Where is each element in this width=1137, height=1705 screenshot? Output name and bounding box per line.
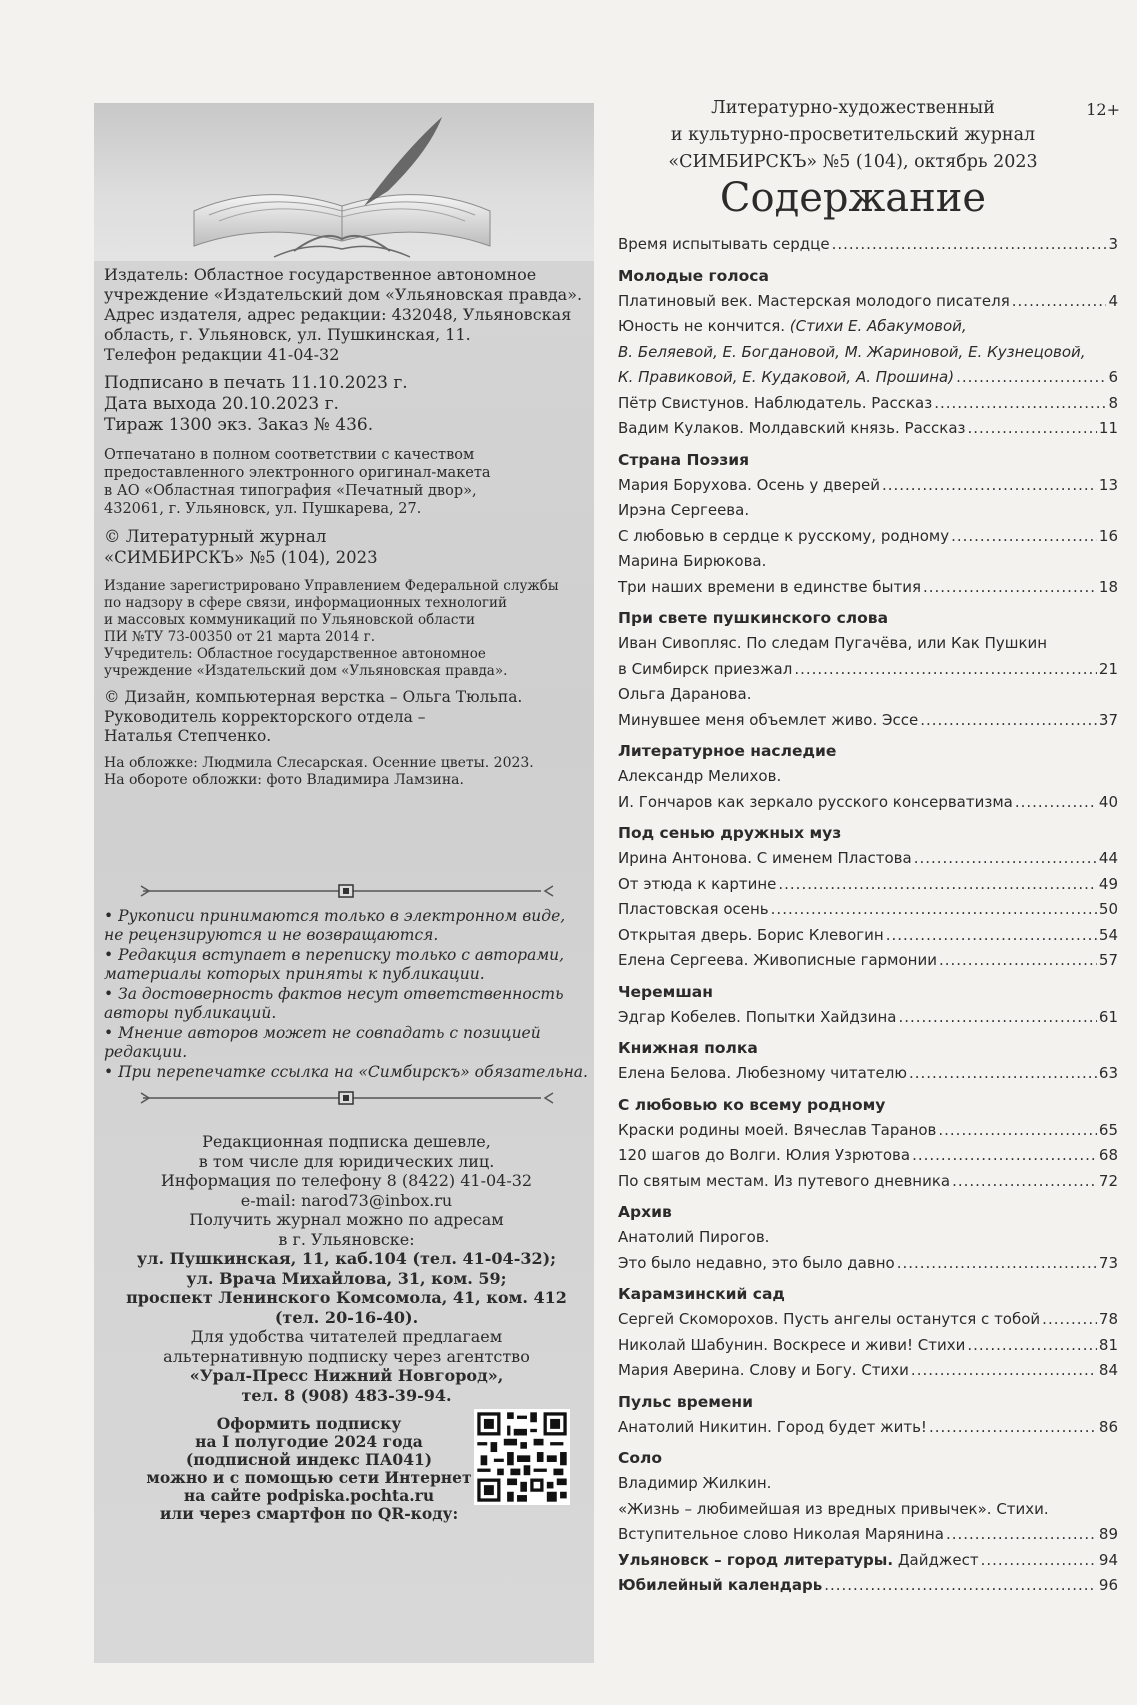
toc-entry: Вступительное слово Николая Марянина ..... 89	[618, 1522, 1118, 1548]
toc-page-number: 54	[1098, 925, 1118, 944]
toc-page-number: 61	[1098, 1007, 1118, 1026]
editorial-rules: • Рукописи принимаются только в электронном виде, не рецензируются и не возвращаются. • Редакция вступает в переписку только с авторами, материалы которых приняты к публикации. • За достоверность фактов несут ответственность авторы публикаций. • Мнение авторов может не совпадать с позицией редакции. • При перепечатке ссылка на «Симбирскъ» обязательна.	[104, 906, 588, 1081]
toc-page-number: 78	[1098, 1310, 1118, 1328]
toc-entry: С любовью в сердце к русскому, родному ..... 16	[618, 524, 1118, 550]
toc-entry: Платиновый век. Мастерская молодого писателя ..... 4	[618, 289, 1118, 315]
toc-line: Александр Мелихов.	[618, 767, 782, 785]
toc-line: Иван Сивопляс. По следам Пугачёва, или Как Пушкин	[618, 634, 1048, 652]
toc-entry: Николай Шабунин. Воскресе и живи! Стихи ..... 81	[618, 1333, 1118, 1359]
registration: Издание зарегистрировано Управлением Федеральной службы по надзору в сфере связи, информационных технологий и массовых коммуникаций по Ульяновской области ПИ №ТУ 73-00350 от 21 марта 2014 г. Учредитель: Областное государственное автономное учреждение «Издательский дом «Ульяновская правда».	[104, 578, 559, 679]
toc-page-number: 44	[1098, 849, 1118, 867]
toc-entry: Три наших времени в единстве бытия ..... 18	[618, 575, 1118, 601]
toc-entry: Сергей Скоморохов. Пусть ангелы останутся с тобой ..... 78	[618, 1307, 1118, 1333]
age-rating: 12+	[1086, 100, 1120, 119]
online-subscription-text: Оформить подписку на I полугодие 2024 года (подписной индекс ПА041) можно и с помощью сети Интернет на сайте podpiska.pochta.ru или через смартфон по QR-коду:	[146, 1414, 472, 1523]
toc-page-number: 21	[1098, 659, 1118, 678]
open-book-icon	[174, 111, 514, 261]
imprint-column	[94, 103, 594, 1663]
toc-line: Ольга Даранова.	[618, 685, 752, 703]
toc-entry: Время испытывать сердце ..... 3	[618, 232, 1118, 258]
toc-entry: Ирина Антонова. С именем Пластова ..... 44	[618, 846, 1118, 872]
toc-entry: Елена Белова. Любезному читателю ..... 63	[618, 1061, 1118, 1087]
toc-page-number: 6	[1108, 368, 1118, 386]
online-subscription	[104, 1415, 589, 1525]
toc-entry: Елена Сергеева. Живописные гармонии ..... 57	[618, 948, 1118, 974]
toc-page-number: 3	[1108, 235, 1118, 253]
toc-page-number: 94	[1098, 1550, 1118, 1569]
toc-line: Марина Бирюкова.	[618, 552, 767, 570]
toc-entry: 120 шагов до Волги. Юлия Узрютова ..... 68	[618, 1143, 1118, 1169]
toc-section: Под сенью дружных муз	[618, 824, 842, 842]
subscription-info: Редакционная подписка дешевле, в том числе для юридических лиц. Информация по телефону 8 (8422) 41-04-32 e-mail: narod73@inbox.ru Получить журнал можно по адресам в г. Ульяновске: ул. Пушкинская, 11, каб.104 (тел. 41-04-32); ул. Врача Михайлова, 31, ком. 59; проспект Ленинского Комсомола, 41, ком. 412 (тел. 20-16-40). Для удобства читателей предлагаем альтернативную подписку через агентство «Урал-Пресс Нижний Новгород», тел. 8 (908) 483-39-94.	[126, 1132, 567, 1405]
toc-section: Литературное наследие	[618, 742, 837, 760]
toc-section: При свете пушкинского слова	[618, 609, 889, 627]
toc-entry: в Симбирск приезжал ..... 21	[618, 657, 1118, 683]
publisher-info: Издатель: Областное государственное автономное учреждение «Издательский дом «Ульяновская правда». Адрес издателя, адрес редакции: 432048, Ульяновская область, г. Ульяновск, ул. Пушкинская, 11. Телефон редакции 41-04-32	[104, 265, 583, 364]
table-of-contents	[618, 232, 1118, 1599]
qr-code-icon[interactable]	[474, 1409, 570, 1505]
copyright: © Литературный журнал «СИМБИРСКЪ» №5 (104), 2023	[104, 527, 378, 567]
toc-page-number: 18	[1098, 577, 1118, 596]
toc-section: Пульс времени	[618, 1392, 753, 1411]
toc-page-number: 68	[1098, 1146, 1118, 1164]
toc-entry: От этюда к картине ..... 49	[618, 872, 1118, 898]
toc-entry: Это было недавно, это было давно ..... 73	[618, 1251, 1118, 1277]
toc-entry: Мария Аверина. Слову и Богу. Стихи ..... 84	[618, 1358, 1118, 1384]
toc-section: Книжная полка	[618, 1039, 758, 1057]
toc-page-number: 49	[1098, 874, 1118, 893]
print-info: Подписано в печать 11.10.2023 г. Дата выхода 20.10.2023 г. Тираж 1300 экз. Заказ № 436.	[104, 373, 408, 435]
toc-page-number: 40	[1098, 792, 1118, 811]
contents-column	[618, 95, 1128, 1599]
toc-section: Карамзинский сад	[618, 1285, 785, 1303]
toc-entry: Анатолий Никитин. Город будет жить! ..... 86	[618, 1415, 1118, 1441]
toc-page-number: 50	[1098, 900, 1118, 918]
toc-entry: Ульяновск – город литературы. Дайджест ..... 94	[618, 1548, 1118, 1574]
toc-page-number: 11	[1098, 419, 1118, 437]
toc-line: В. Беляевой, Е. Богдановой, М. Жариновой, Е. Кузнецовой,	[618, 342, 1086, 361]
toc-entry: Открытая дверь. Борис Клевогин ..... 54	[618, 923, 1118, 949]
toc-page-number: 16	[1098, 526, 1118, 545]
toc-entry: По святым местам. Из путевого дневника ..... 72	[618, 1169, 1118, 1195]
toc-line: «Жизнь – любимейшая из вредных привычек». Стихи.	[618, 1499, 1049, 1518]
book-quill-logo	[94, 103, 594, 261]
toc-section: Соло	[618, 1449, 663, 1467]
cover-credits: На обложке: Людмила Слесарская. Осенние цветы. 2023. На обороте обложки: фото Владимира Ламзина.	[104, 754, 534, 788]
ornament-divider	[137, 883, 557, 899]
toc-line: Ирэна Сергеева.	[618, 501, 750, 519]
toc-entry: Пластовская осень ..... 50	[618, 897, 1118, 923]
toc-page-number: 96	[1098, 1576, 1118, 1594]
toc-section: Страна Поэзия	[618, 450, 750, 469]
toc-page-number: 8	[1108, 393, 1118, 412]
toc-page-number: 63	[1098, 1064, 1118, 1082]
toc-page-number: 89	[1098, 1525, 1118, 1543]
design-credits: © Дизайн, компьютерная верстка – Ольга Тюльпа. Руководитель корректорского отдела – Наталья Степченко.	[104, 688, 523, 745]
ornament-divider	[137, 1090, 557, 1106]
toc-page-number: 65	[1098, 1120, 1118, 1139]
toc-page-number: 37	[1098, 710, 1118, 729]
toc-page-number: 73	[1098, 1253, 1118, 1272]
toc-section: Архив	[618, 1203, 672, 1221]
toc-line: Юность не кончится. (Стихи Е. Абакумовой,	[618, 317, 967, 335]
toc-section: Черемшан	[618, 982, 713, 1001]
toc-entry: Юбилейный календарь ..... 96	[618, 1573, 1118, 1599]
toc-entry: Минувшее меня объемлет живо. Эссе ..... 37	[618, 708, 1118, 734]
printed-by: Отпечатано в полном соответствии с качеством предоставленного электронного оригинал-макета в АО «Областная типография «Печатный двор», 432061, г. Ульяновск, ул. Пушкарева, 27.	[104, 447, 491, 517]
toc-page-number: 86	[1098, 1417, 1118, 1436]
toc-entry: К. Правиковой, Е. Кудаковой, А. Прошина) ..... 6	[618, 365, 1118, 391]
journal-header: Литературно-художественный и культурно-просветительский журнал «СИМБИРСКЪ» №5 (104), октябрь 2023	[668, 98, 1038, 172]
toc-line: Анатолий Пирогов.	[618, 1228, 770, 1246]
toc-entry: Эдгар Кобелев. Попытки Хайдзина ..... 61	[618, 1005, 1118, 1031]
toc-section: Молодые голоса	[618, 266, 769, 285]
toc-page-number: 57	[1098, 951, 1118, 969]
toc-page-number: 84	[1098, 1361, 1118, 1379]
toc-entry: Мария Борухова. Осень у дверей ..... 13	[618, 473, 1118, 499]
toc-page-number: 13	[1098, 475, 1118, 494]
quill-icon	[364, 117, 442, 206]
toc-entry: Краски родины моей. Вячеслав Таранов ..... 65	[618, 1118, 1118, 1144]
toc-entry: И. Гончаров как зеркало русского консерватизма ..... 40	[618, 790, 1118, 816]
toc-section: С любовью ко всему родному	[618, 1095, 886, 1114]
page-title: Содержание	[719, 175, 987, 221]
toc-page-number: 81	[1098, 1335, 1118, 1354]
toc-entry: Вадим Кулаков. Молдавский князь. Рассказ ..... 11	[618, 416, 1118, 442]
toc-entry: Пётр Свистунов. Наблюдатель. Рассказ ..... 8	[618, 391, 1118, 417]
toc-page-number: 72	[1098, 1171, 1118, 1190]
toc-page-number: 4	[1108, 291, 1118, 310]
toc-line: Владимир Жилкин.	[618, 1474, 772, 1492]
